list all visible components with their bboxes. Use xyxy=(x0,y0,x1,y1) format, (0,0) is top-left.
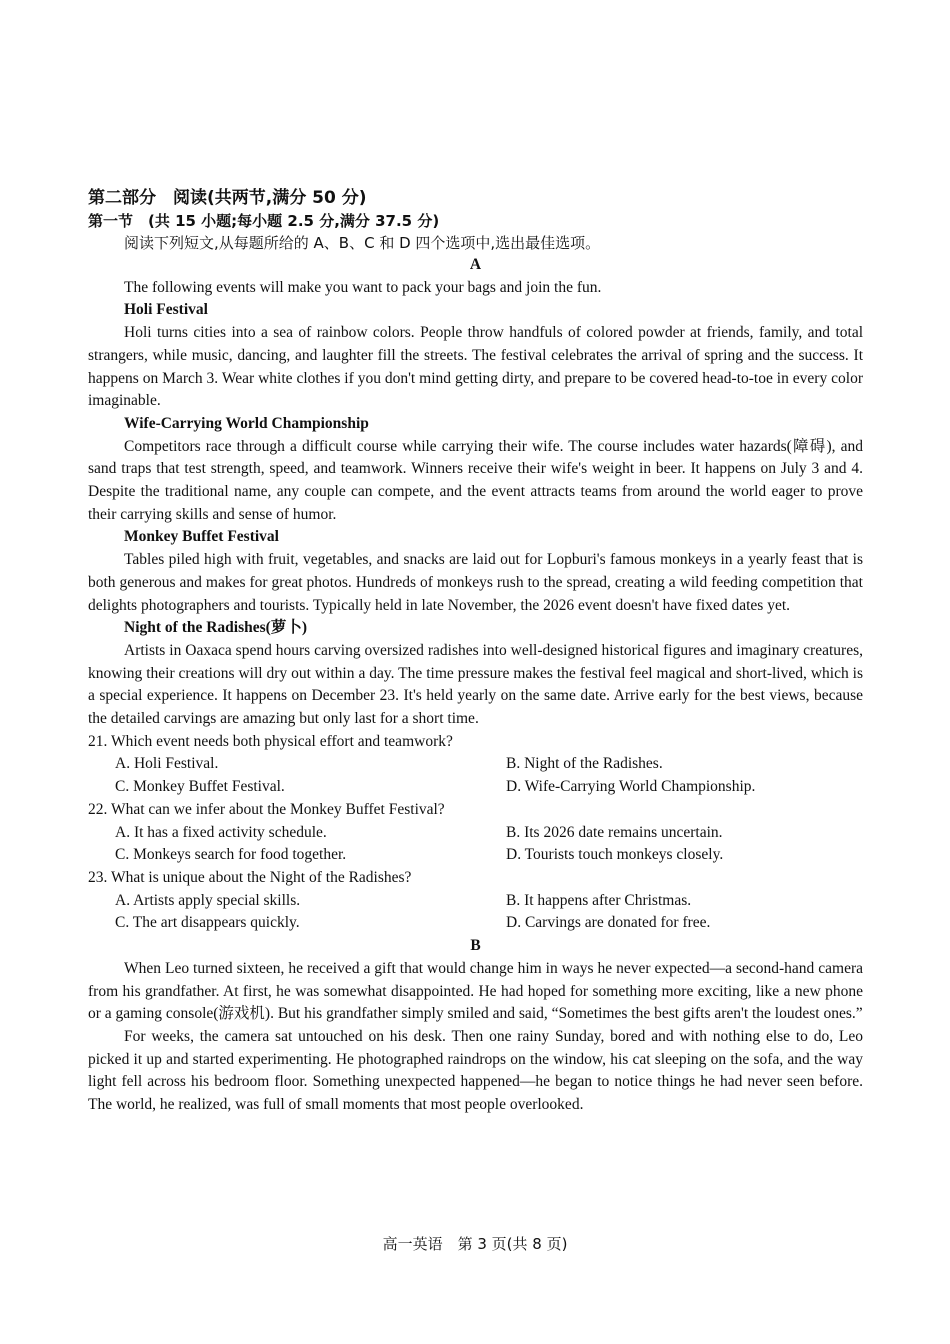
event-title-radishes: Night of the Radishes(萝卜) xyxy=(124,619,307,637)
question-21: 21. Which event needs both physical effort and teamwork? xyxy=(88,732,453,750)
event-title-monkey-buffet: Monkey Buffet Festival xyxy=(124,528,279,546)
passage-a-intro: The following events will make you want to pack your bags and join the fun. xyxy=(124,278,602,296)
page-footer: 高一英语 第 3 页(共 8 页) xyxy=(382,1235,568,1253)
option-d: D. Tourists touch monkeys closely. xyxy=(506,846,724,864)
exam-page xyxy=(88,186,863,1117)
question-22-options xyxy=(88,822,863,867)
event-title-wife-carrying: Wife-Carrying World Championship xyxy=(124,414,369,432)
option-c: C. Monkeys search for food together. xyxy=(115,846,347,864)
event-text-monkey-buffet: Tables piled high with fruit, vegetables, and snacks are laid out for Lopburi's famous monkeys in a yearly feast that is both generous and makes for great photos. Hundreds of monkeys rush to the spread, creating a wild feeding competition that delights photographers and tourists. Typically held in late November, the 2026 event doesn't have fixed dates yet. xyxy=(88,551,863,614)
option-c: C. The art disappears quickly. xyxy=(115,914,300,932)
question-23: 23. What is unique about the Night of the Radishes? xyxy=(88,868,412,886)
option-a: A. It has a fixed activity schedule. xyxy=(115,823,327,841)
question-23-options xyxy=(88,890,863,935)
option-b: B. It happens after Christmas. xyxy=(506,891,692,909)
question-22: 22. What can we infer about the Monkey Buffet Festival? xyxy=(88,800,445,818)
option-a: A. Holi Festival. xyxy=(115,755,219,773)
passage-b-label: B xyxy=(470,937,481,955)
event-text-holi: Holi turns cities into a sea of rainbow colors. People throw handfuls of colored powder at friends, family, and total strangers, while music, dancing, and laughter fill the streets. The festival celebrates the arrival of spring and the success. It happens on March 3. Wear white clothes if you don't mind getting dirty, and prepare to be covered head-to-toe in every color imaginable. xyxy=(88,324,863,410)
passage-b-paragraph-1: When Leo turned sixteen, he received a gift that would change him in ways he never expected—a second-hand camera from his grandfather. At first, he was somewhat disappointed. He had hoped for something more exciting, like a new phone or a gaming console(游戏机). But his grandfather simply smiled and said, “Sometimes the best gifts aren't the loudest ones.” xyxy=(88,959,863,1023)
passage-a-label: A xyxy=(469,256,482,273)
event-text-wife-carrying: Competitors race through a difficult course while carrying their wife. The course includes water hazards(障碍), and sand traps that test strength, speed, and teamwork. Winners receive their wife's weight in beer. It happens on July 3 and 4. Despite the traditional name, any couple can compete, and the event attracts teams from around the world eager to prove their carrying skills and sense of humor. xyxy=(88,437,863,523)
option-d: D. Wife-Carrying World Championship. xyxy=(506,778,756,796)
option-a: A. Artists apply special skills. xyxy=(115,891,301,909)
option-d: D. Carvings are donated for free. xyxy=(506,914,711,932)
section-heading: 第一节 (共 15 小题;每小题 2.5 分,满分 37.5 分) xyxy=(88,212,440,230)
part-heading: 第二部分 阅读(共两节,满分 50 分) xyxy=(88,188,367,208)
question-21-options xyxy=(88,753,863,798)
option-c: C. Monkey Buffet Festival. xyxy=(115,778,285,796)
event-text-radishes: Artists in Oaxaca spend hours carving oversized radishes into well-designed historical figures and imaginary creatures, knowing their creations will dry out within a day. The time pressure makes the festival feel magical and short-lived, which is a special experience. It happens on December 23. It's held yearly on the same date. Arrive early for the best views, because the detailed carvings are amazing but only last for a short time. xyxy=(88,641,863,728)
instruction: 阅读下列短文,从每题所给的 A、B、C 和 D 四个选项中,选出最佳选项。 xyxy=(124,234,601,252)
option-b: B. Night of the Radishes. xyxy=(506,755,663,773)
event-title-holi: Holi Festival xyxy=(124,301,208,319)
option-b: B. Its 2026 date remains uncertain. xyxy=(506,823,723,841)
passage-b-paragraph-2: For weeks, the camera sat untouched on his desk. Then one rainy Sunday, bored and with nothing else to do, Leo picked it up and started experimenting. He photographed raindrops on the window, his cat sleeping on the sofa, and the way light fell across his bedroom floor. Something unexpected happened—he began to notice things he had never seen before. The world, he realized, was full of small moments that most people overlooked. xyxy=(88,1027,863,1114)
